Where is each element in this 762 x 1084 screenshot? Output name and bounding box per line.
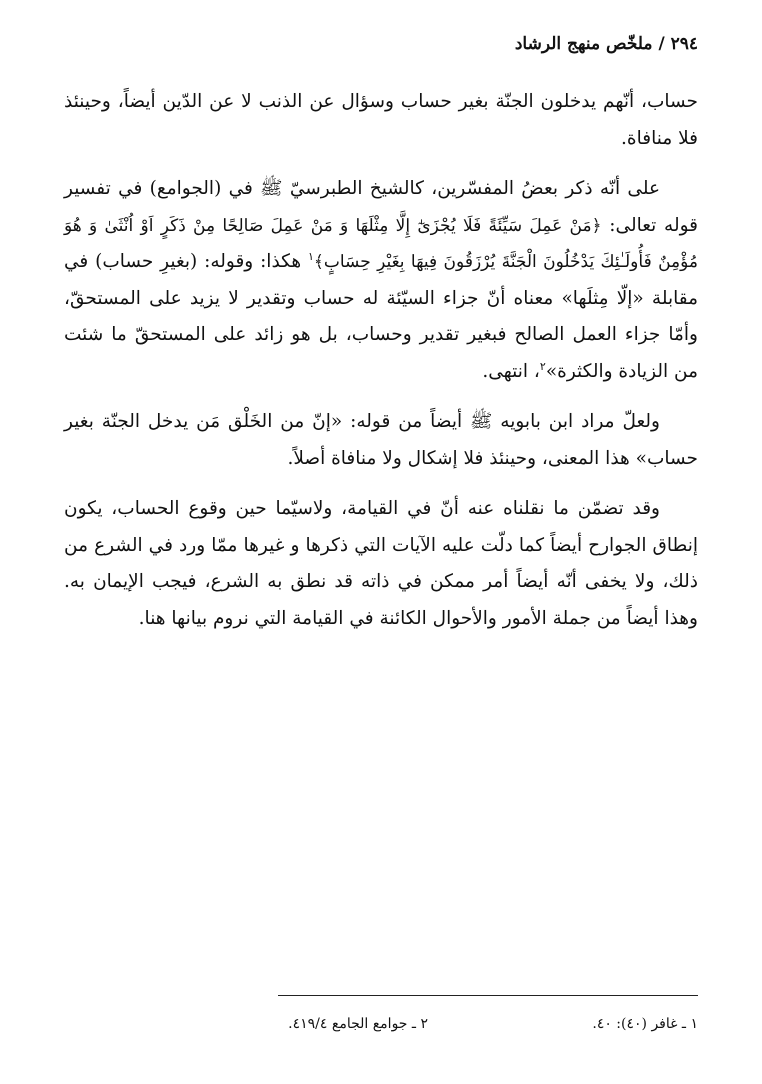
book-title: ملخّص منهج الرشاد — [514, 34, 653, 54]
paragraph-1: حساب، أنّهم يدخلون الجنّة بغير حساب وسؤال عن الذنب لا عن الدّين أيضاً، وحينئذ فلا منافاة. — [64, 91, 698, 149]
page-number: ٢٩٤ — [670, 34, 698, 54]
paragraph-3: ولعلّ مراد ابن بابويه ﷺ أيضاً من قوله: «إنّ من الخَلْق مَن يدخل الجنّة بغير حساب» هذا المعنى، وحينئذ فلا إشكال ولا منافاة أصلاً. — [64, 411, 698, 469]
header-separator: / — [658, 34, 665, 54]
paragraph-2-end: ، انتهى. — [482, 360, 540, 382]
footnote-ref-2: ٢ — [539, 359, 546, 373]
paragraph-2-commentary: هكذا: وقوله: (بغيرِ حساب) في مقابلة «إلّا مِثلَها» معناه أنّ جزاء السيّئة له حساب وتقدير لا يزيد على المستحقّ، وأمّا جزاء العمل الصالح فبغير تقدير وحساب، بل هو زائد على المستحقّ ما شئت من الزيادة والكثرة» — [64, 251, 698, 382]
paragraph-2 — [64, 171, 698, 390]
quran-verse: ﴿مَنْ عَمِلَ سَيِّئَةً فَلَا يُجْزَىٰٓ إِلَّا مِثْلَهَا وَ مَنْ عَمِلَ صَالِحًا مِنْ ذَكَرٍ اَوْ اُنْثَىٰ وَ هُوَ مُؤْمِنٌ فَأُولَـٰئِكَ يَدْخُلُونَ الْجَنَّةَ يُرْزَقُونَ فِيهَا بِغَيْرِ حِسَابٍ﴾ — [64, 215, 698, 272]
footnote-1: ١ ـ غافر (٤٠): ٤٠. — [592, 1016, 698, 1032]
footnote-divider — [278, 995, 698, 996]
running-header — [64, 30, 698, 58]
paragraph-4: وقد تضمّن ما نقلناه عنه أنّ في القيامة، ولاسيّما حين وقوع الحساب، يكون إنطاق الجوارح أيضاً كما دلّت عليه الآيات التي ذكرها و غيرها ممّا ورد في الشرع من ذلك، ولا يخفى أنّه أيضاً أمر ممكن في ذاته قد نطق به الشرع، فيجب الإيمان به. وهذا أيضاً من جملة الأمور والأحوال الكائنة في القيامة التي نروم بيانها هنا. — [64, 498, 698, 629]
footnote-ref-1: ١ — [307, 249, 314, 263]
paragraph-2-intro: على أنّه ذكر بعضُ المفسّرين، كالشيخ الطبرسيّ ﷺ في (الجوامع) في تفسير قوله تعالى: — [64, 178, 698, 236]
main-text — [64, 84, 698, 651]
footnote-2: ٢ ـ جوامع الجامع ٤١٩/٤. — [288, 1016, 428, 1032]
